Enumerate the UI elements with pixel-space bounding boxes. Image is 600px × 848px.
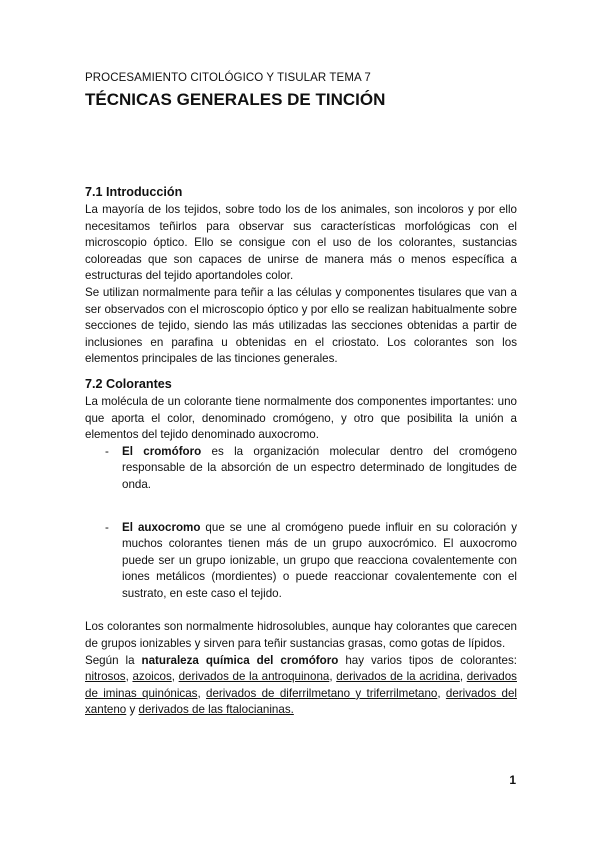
list-spacer	[85, 494, 517, 520]
separator-and: y	[126, 703, 139, 717]
type-xanteno: derivados del xanteno	[85, 686, 517, 717]
paragraph-hidrosolubles: Los colorantes son normalmente hidrosolubles, aunque hay colorantes que carecen de grupos ionizables y sirven para teñir sustancias grasas, como gotas de lípidos.	[85, 620, 517, 651]
paragraph-intro-2: Se utilizan normalmente para teñir a las células y componentes tisulares que van a ser observados con el microscopio óptico y por ello se realizan habitualmente sobre secciones de tejido, siendo las más utilizadas las secciones obtenidas a partir de inclusiones en parafina u obtenidas en el criostato. Los colorantes son los elementos principales de las tinciones generales.	[85, 285, 517, 366]
paragraph-tipos	[85, 653, 517, 719]
separator: ,	[125, 670, 133, 684]
type-acridina: derivados de la acridina	[336, 670, 460, 684]
paragraph-colorantes-intro: La molécula de un colorante tiene normalmente dos componentes importantes: uno que aporta el color, denominado cromógeno, y otro que posibilita la unión a elementos del tejido denominado auxocromo.	[85, 394, 517, 442]
term-cromoforo: El cromóforo	[122, 444, 202, 458]
type-antroquinona: derivados de la antroquinona	[178, 670, 330, 684]
separator: ,	[459, 670, 467, 684]
type-nitrosos: nitrosos	[85, 670, 126, 684]
separator: ,	[197, 686, 207, 700]
document-body	[85, 184, 517, 719]
type-diferrilmetano: derivados de diferrilmetano y triferrilmetano	[206, 686, 438, 700]
definition-cromoforo: es la organización molecular dentro del cromógeno responsable de la absorción de un espectro determinado de longitudes de onda.	[122, 444, 517, 491]
list-dash: -	[105, 520, 109, 534]
component-list	[85, 444, 517, 603]
list-item-auxocromo	[85, 520, 517, 603]
definition-auxocromo: que se une al cromógeno puede influir en su coloración y muchos colorantes tienen más de un grupo auxocrómico. El auxocromo puede ser un grupo ionizable, un grupo que reacciona covalentemente con iones metálicos (mordientes) o puede reaccionar covalentemente con el sustrato, en este caso el tejido.	[122, 520, 517, 600]
separator: ,	[437, 686, 446, 700]
type-azoicos: azoicos	[132, 670, 172, 684]
separator: ,	[329, 670, 337, 684]
list-item-cromoforo	[85, 444, 517, 494]
paragraph-spacer	[85, 602, 517, 619]
tipos-mid: hay varios tipos de colorantes:	[338, 653, 517, 667]
section-heading-intro: 7.1 Introducción	[85, 185, 183, 199]
tipos-bold: naturaleza química del cromóforo	[141, 653, 339, 667]
section-heading-colorantes: 7.2 Colorantes	[85, 376, 172, 391]
tipos-lead: Según la	[85, 653, 142, 667]
section-colorantes	[85, 376, 517, 719]
page-title: TÉCNICAS GENERALES DE TINCIÓN	[85, 90, 386, 109]
course-header: PROCESAMIENTO CITOLÓGICO Y TISULAR TEMA 7	[85, 72, 371, 84]
separator: ,	[171, 670, 179, 684]
section-introduccion	[85, 184, 517, 368]
paragraph-intro-1: La mayoría de los tejidos, sobre todo los de los animales, son incoloros y por ello necesitamos teñirlos para observar sus características morfológicas con el microscopio óptico. Ello se consigue con el uso de los colorantes, sustancias coloreadas que son capaces de unirse de manera más o menos específica a estructuras del tejido aportandoles color.	[85, 203, 517, 283]
list-dash: -	[105, 444, 109, 458]
term-auxocromo: El auxocromo	[122, 520, 201, 534]
type-iminas-quinonicas: derivados de iminas quinónicas	[85, 670, 517, 700]
page-number: 1	[509, 773, 516, 787]
type-ftalocianinas: derivados de las ftalocianinas.	[138, 703, 294, 717]
